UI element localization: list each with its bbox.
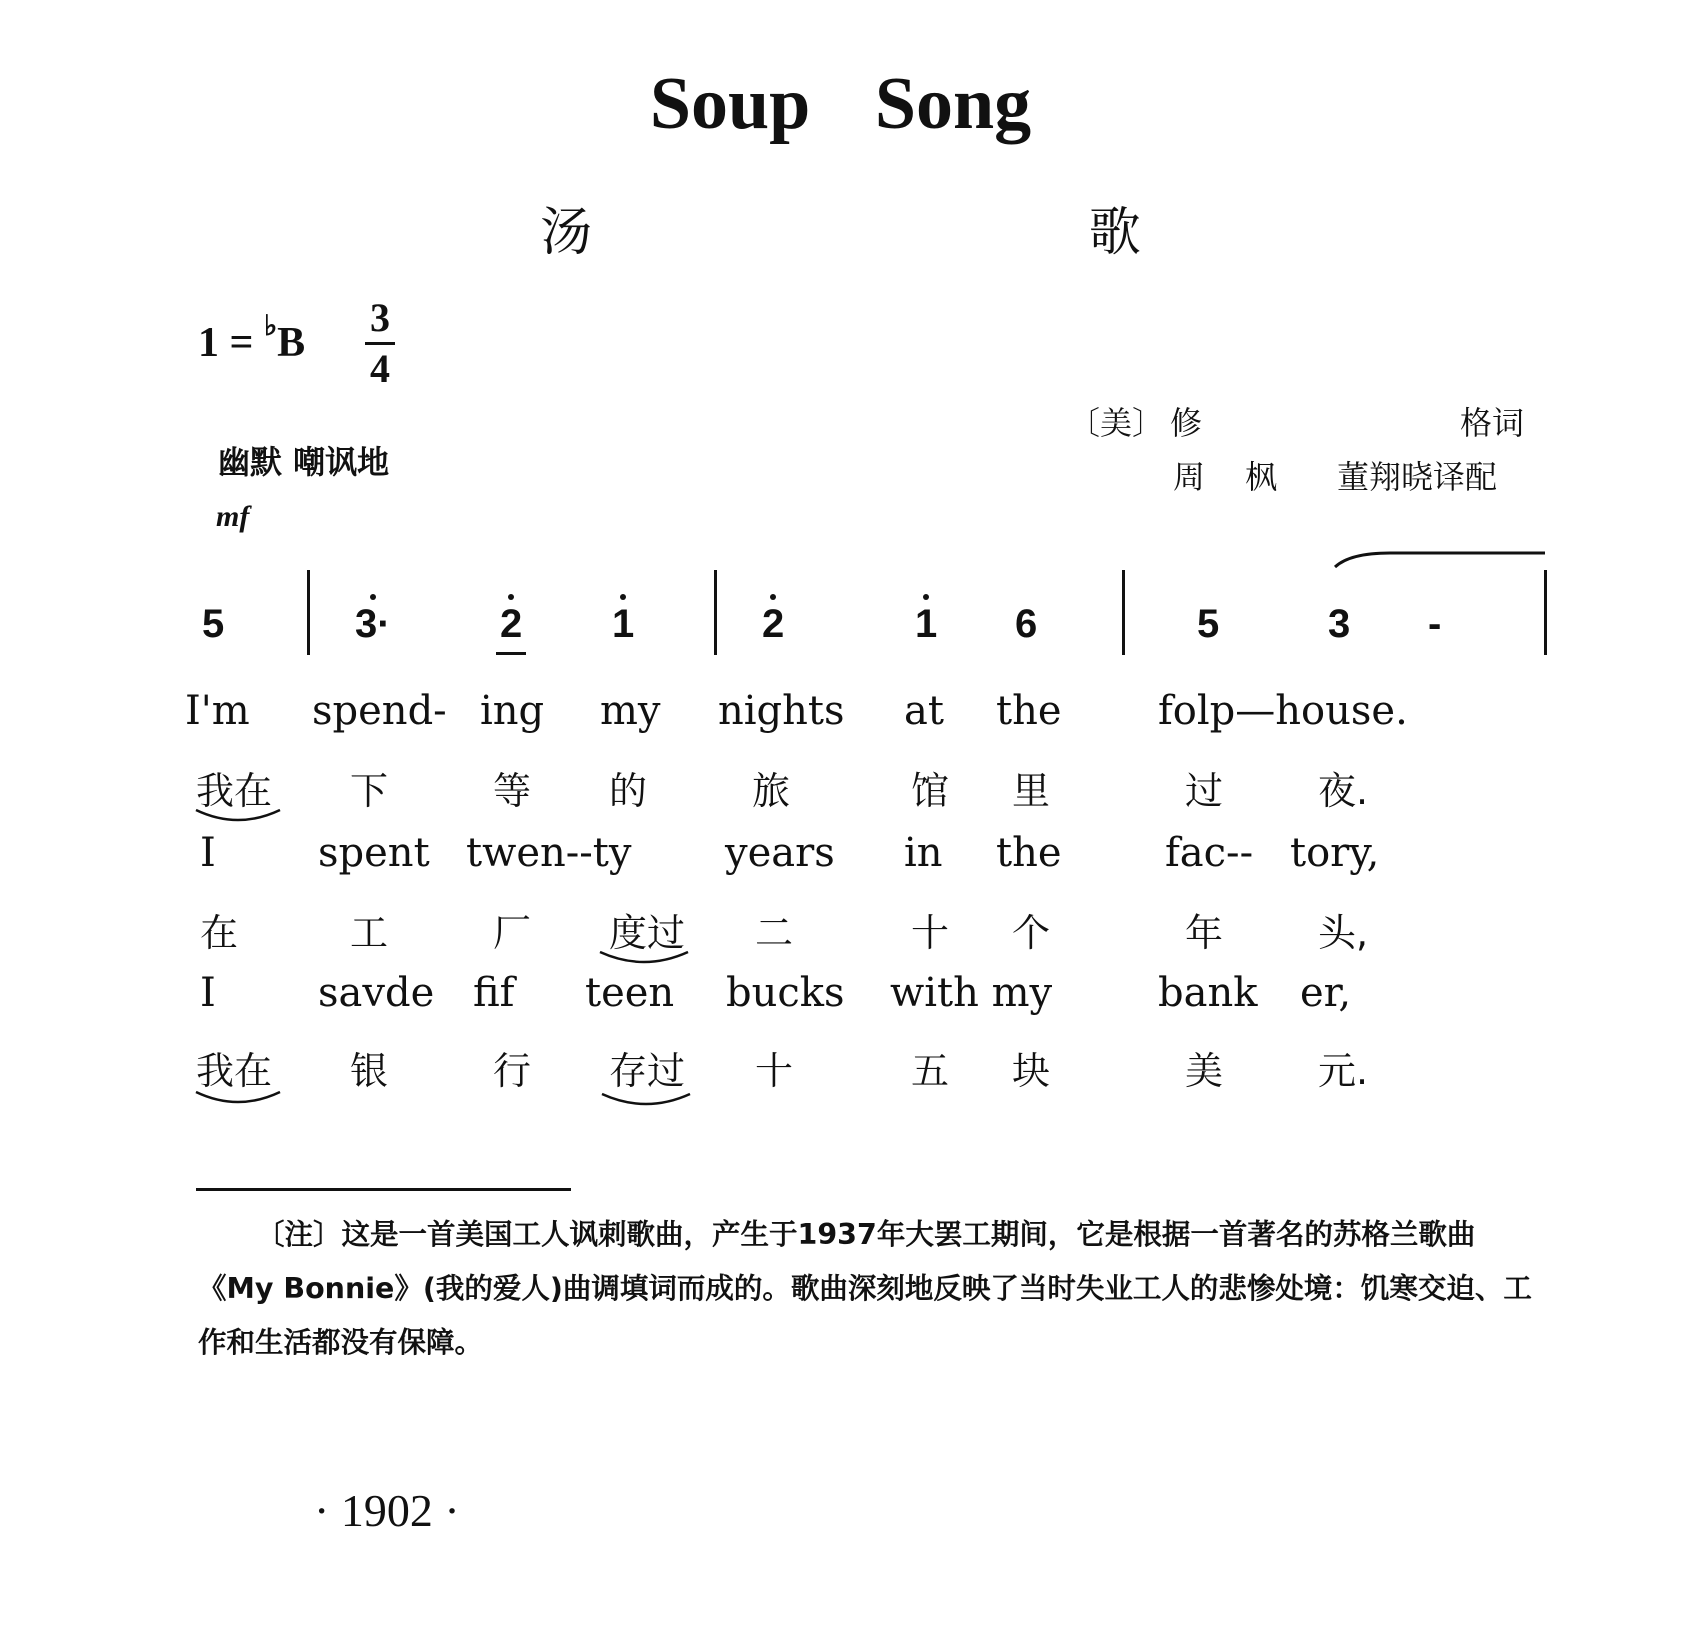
note: 6 xyxy=(1015,602,1038,646)
lyric-word: 工 xyxy=(350,911,389,955)
lyric-word: my xyxy=(600,688,661,734)
lyric-word: 十 xyxy=(911,911,950,955)
lyric-word: 五 xyxy=(911,1049,950,1093)
lyric-word: I'm xyxy=(185,688,250,734)
octave-dot xyxy=(770,594,776,600)
lyric-word: er, xyxy=(1300,970,1352,1016)
lyricist-role: 格词 xyxy=(1460,404,1525,442)
lyric-word: folp—house. xyxy=(1158,688,1408,734)
barline xyxy=(1544,570,1547,655)
time-denominator: 4 xyxy=(370,346,390,391)
slur-arc xyxy=(596,948,692,970)
note xyxy=(612,602,634,647)
note: 5 xyxy=(1197,602,1220,646)
lyric-word: 个 xyxy=(1012,911,1051,955)
time-signature xyxy=(365,296,395,391)
lyric-word: 等 xyxy=(493,769,532,813)
note xyxy=(355,602,391,647)
lyric-word: 我在 xyxy=(196,769,273,813)
footnote-text: 〔注〕这是一首美国工人讽刺歌曲，产生于1937年大罢工期间，它是根据一首著名的苏格兰歌曲《My Bonnie》(我的爱人)曲调填词而成的。歌曲深刻地反映了当时失业工人的悲惨处境：饥寒交迫、工作和生活都没有保障。 xyxy=(198,1218,1532,1359)
lyric-word: fac-- xyxy=(1165,830,1254,876)
translators: 周 枫 xyxy=(1173,458,1278,496)
lyric-word: 度过 xyxy=(609,911,686,955)
lyric-word: 块 xyxy=(1012,1049,1051,1093)
lyric-word: with my xyxy=(890,970,1053,1016)
lyric-word: bucks xyxy=(726,970,845,1016)
page-number: · 1902 · xyxy=(314,1485,460,1536)
lyric-word: teen xyxy=(585,970,675,1016)
lyric-word: I xyxy=(200,830,216,876)
note: 3 xyxy=(1328,602,1351,646)
note-value: 3· xyxy=(355,602,391,646)
lyric-word: twen--ty xyxy=(466,830,632,876)
lyric-word: 元. xyxy=(1318,1049,1369,1093)
octave-dot xyxy=(620,594,626,600)
lyric-word: 行 xyxy=(493,1049,532,1093)
note-value: 1 xyxy=(612,602,635,646)
lyric-word: 厂 xyxy=(493,911,532,955)
lyric-word: 二 xyxy=(755,911,794,955)
slur-arc xyxy=(192,1088,284,1110)
note xyxy=(500,602,522,647)
lyric-word: 夜. xyxy=(1318,769,1369,813)
lyric-word: in xyxy=(904,830,943,876)
lyric-word: 馆 xyxy=(911,769,950,813)
slur-arc xyxy=(192,806,284,828)
translator-role: 董翔晓译配 xyxy=(1337,458,1498,496)
note-value: 2 xyxy=(762,602,785,646)
lyric-word: the xyxy=(996,688,1062,734)
lyric-word: 过 xyxy=(1185,769,1224,813)
lyric-word: the xyxy=(996,830,1062,876)
lyric-word: fif xyxy=(473,970,515,1016)
note-value: 2 xyxy=(500,602,523,646)
key-signature xyxy=(198,311,306,367)
lyric-word: savde xyxy=(318,970,435,1016)
lyric-word: 年 xyxy=(1185,911,1224,955)
lyric-word: 在 xyxy=(200,911,239,955)
octave-dot xyxy=(508,594,514,600)
lyric-word: 十 xyxy=(755,1049,794,1093)
note: 5 xyxy=(202,602,225,646)
lyricist-name: 修 xyxy=(1170,404,1203,442)
octave-dot xyxy=(370,594,376,600)
lyric-word: 的 xyxy=(609,769,648,813)
barline xyxy=(714,570,717,655)
dynamic-marking: mf xyxy=(216,500,250,533)
time-numerator: 3 xyxy=(370,295,390,340)
lyric-word: at xyxy=(904,688,944,734)
lyric-word: ing xyxy=(480,688,545,734)
lyric-word: 美 xyxy=(1185,1049,1224,1093)
lyric-word: tory, xyxy=(1290,830,1380,876)
lyric-word: 头, xyxy=(1318,911,1369,955)
lyric-word: 存过 xyxy=(609,1049,686,1093)
key-prefix: 1 = xyxy=(198,320,264,366)
lyric-word: 我在 xyxy=(196,1049,273,1093)
lyric-word: 旅 xyxy=(752,769,791,813)
lyric-word: nights xyxy=(718,688,845,734)
barline xyxy=(307,570,310,655)
note xyxy=(915,602,937,647)
octave-dot xyxy=(923,594,929,600)
tempo-marking: 幽默 嘲讽地 xyxy=(218,443,390,481)
flat-sign: ♭ xyxy=(263,311,278,342)
lyric-word: years xyxy=(725,830,835,876)
lyricist-origin: 〔美〕 xyxy=(1068,404,1165,442)
lyric-word: I xyxy=(200,970,216,1016)
lyric-word: 银 xyxy=(350,1049,389,1093)
note: - xyxy=(1428,602,1442,646)
footnote-divider xyxy=(196,1188,571,1191)
title-english: Soup Song xyxy=(649,63,1032,145)
slur-arc xyxy=(598,1090,694,1112)
note-value: 1 xyxy=(915,602,938,646)
underline xyxy=(496,652,526,655)
title-chinese: 汤 歌 xyxy=(540,203,1381,263)
lyric-word: 里 xyxy=(1012,769,1051,813)
barline xyxy=(1122,570,1125,655)
lyric-word: spent xyxy=(318,830,430,876)
note xyxy=(762,602,784,647)
lyric-word: 下 xyxy=(350,769,389,813)
time-fraction-bar xyxy=(365,342,395,345)
tie-arc xyxy=(1330,545,1550,575)
lyric-word: spend- xyxy=(312,688,447,734)
key-note: B xyxy=(277,320,306,366)
lyric-word: bank xyxy=(1158,970,1258,1016)
